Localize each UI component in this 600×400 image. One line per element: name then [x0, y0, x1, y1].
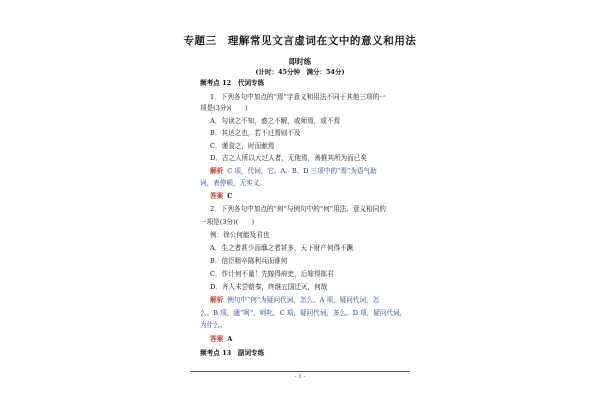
q2-option-b: B．信臣精卒陈利兵而谁何 — [210, 257, 288, 265]
q1-analysis-text-1: C 项，代词，它。A、B、D 三项中的“焉”为语气助 — [227, 167, 377, 175]
q1-option-b: B．其达之也，若不过焉则不及 — [210, 129, 301, 137]
footer-divider — [190, 371, 410, 372]
q1-analysis — [210, 167, 410, 175]
q1-option-c: C．谨食之，时而献焉 — [210, 142, 275, 150]
q2-analysis-label: 解析 — [210, 296, 224, 304]
q1-answer-value: C — [227, 192, 233, 200]
point-13-heading: 频考点 13 副词专练 — [200, 349, 265, 357]
q1-option-d: D．古之人所以大过人者，无他焉，善推其所为而已矣 — [210, 154, 367, 162]
q2-stem-line2: 一项是(3分)( ) — [200, 218, 255, 226]
q1-answer — [210, 192, 410, 200]
q2-answer-value: A — [227, 335, 233, 343]
q2-option-a: A．生之者甚少而靡之者甚多，天下财产何得不蹶 — [210, 244, 354, 252]
q1-analysis-label: 解析 — [210, 167, 224, 175]
q1-answer-label: 答案 — [210, 192, 224, 200]
q1-analysis-text-2: 词，表停顿，无实义。 — [200, 179, 266, 187]
q1-option-a: A．句读之不知，惑之不解，或师焉，或不焉 — [210, 117, 341, 125]
q1-stem-line2: 项是(3分)( ) — [200, 104, 248, 112]
time-score-note: (计时：45分钟 满分：54分) — [255, 68, 345, 76]
q2-answer-label: 答案 — [210, 335, 224, 343]
q2-option-c: C．作计何不量！先嫁得府吏，后嫁得郎君 — [210, 270, 334, 278]
q2-option-d: D．齐人未尝赂秦，终继五国迁灭，何哉 — [210, 283, 328, 291]
q2-analysis-text-3: 为什么。 — [200, 321, 227, 329]
q2-analysis-text-1: 例句中“何”为疑问代词，怎么。A 项，疑问代词，怎 — [227, 296, 380, 304]
q2-example: 例：徐公何能及君也 — [210, 231, 270, 239]
q1-stem-line1: 1．下列各句中加点的“焉”字意义和用法不同于其他三项的一 — [210, 93, 386, 101]
point-12-heading: 频考点 12 代词专练 — [200, 79, 265, 87]
page-number: - 1 - — [294, 374, 306, 380]
page-title: 专题三 理解常见文言虚词在文中的意义和用法 — [183, 35, 417, 47]
q2-analysis — [210, 296, 410, 304]
q2-analysis-text-2: 么。B 项，通“呵”，呵叱。C 项，疑问代词，多么。D 项，疑问代词， — [200, 309, 407, 317]
section-subtitle: 即时练 — [288, 57, 312, 66]
q2-answer — [210, 335, 410, 343]
q2-stem-line1: 2．下列各句中加点的“何”与例句中的“何”用法、意义相同的 — [210, 205, 386, 213]
